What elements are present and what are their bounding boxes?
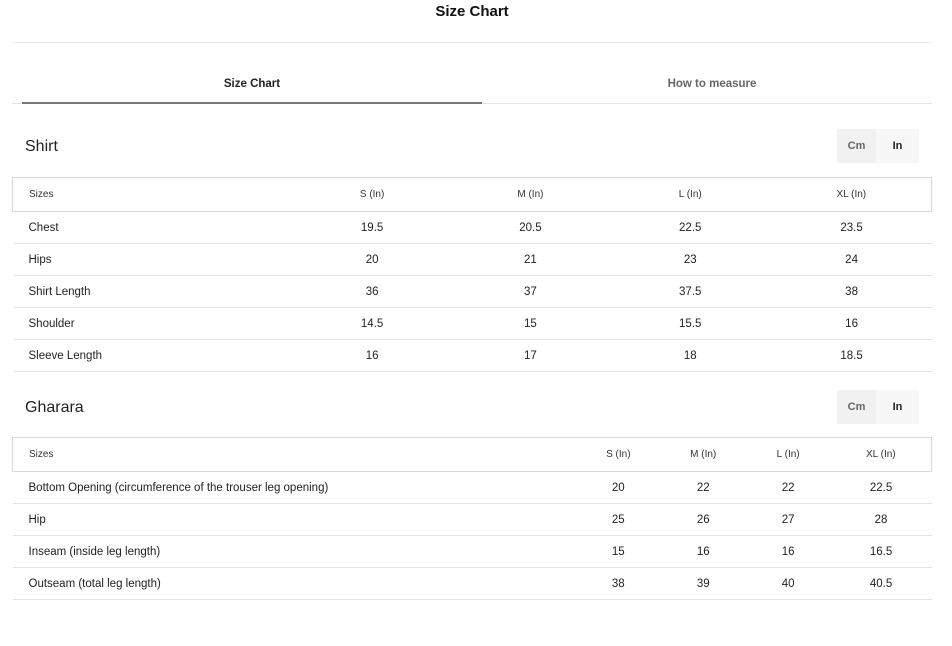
table-cell: 21: [452, 244, 609, 276]
table-cell: 37.5: [609, 276, 772, 308]
row-label: Hips: [13, 244, 293, 276]
table-header-cell: XL (In): [831, 438, 932, 472]
table-cell: 18: [609, 340, 772, 372]
table-row: [13, 308, 932, 340]
table-header-row: [13, 438, 932, 472]
table-cell: 28: [831, 504, 932, 536]
table-row: [13, 472, 932, 504]
table-cell: 26: [661, 504, 746, 536]
table-row: [13, 244, 932, 276]
table-header-cell: S (In): [576, 438, 661, 472]
table-cell: 20: [576, 472, 661, 504]
table-cell: 38: [576, 568, 661, 600]
row-label: Shoulder: [13, 308, 293, 340]
shirt-section-title: Shirt: [25, 138, 58, 155]
row-label: Inseam (inside leg length): [13, 536, 576, 568]
table-header-cell: Sizes: [13, 178, 293, 212]
table-cell: 39: [661, 568, 746, 600]
shirt-size-table: [12, 177, 932, 372]
gharara-section-title: Gharara: [25, 399, 84, 416]
shirt-unit-toggle: [837, 129, 919, 163]
header-divider: [12, 42, 932, 43]
table-cell: 18.5: [772, 340, 932, 372]
tab-how-to-measure[interactable]: How to measure: [667, 78, 757, 90]
table-cell: 14.5: [292, 308, 452, 340]
table-cell: 16: [292, 340, 452, 372]
table-cell: 23.5: [772, 212, 932, 244]
table-cell: 37: [452, 276, 609, 308]
row-label: Outseam (total leg length): [13, 568, 576, 600]
table-cell: 16: [772, 308, 932, 340]
shirt-unit-cm-button[interactable]: Cm: [847, 140, 866, 152]
table-cell: 20.5: [452, 212, 609, 244]
row-label: Shirt Length: [13, 276, 293, 308]
table-row: [13, 212, 932, 244]
row-label: Chest: [13, 212, 293, 244]
table-row: [13, 536, 932, 568]
gharara-unit-cm-button[interactable]: Cm: [847, 401, 866, 413]
table-header-cell: M (In): [452, 178, 609, 212]
table-cell: 22: [746, 472, 831, 504]
table-cell: 15: [576, 536, 661, 568]
tab-size-chart[interactable]: Size Chart: [22, 66, 482, 103]
row-label: Hip: [13, 504, 576, 536]
tab-bar: [12, 66, 932, 104]
table-header-cell: XL (In): [772, 178, 932, 212]
shirt-unit-in-button[interactable]: In: [876, 129, 919, 163]
table-cell: 15.5: [609, 308, 772, 340]
table-cell: 22: [661, 472, 746, 504]
gharara-unit-in-button[interactable]: In: [876, 390, 919, 424]
table-cell: 40: [746, 568, 831, 600]
table-row: [13, 504, 932, 536]
table-cell: 20: [292, 244, 452, 276]
table-cell: 23: [609, 244, 772, 276]
table-header-cell: Sizes: [13, 438, 576, 472]
table-cell: 16.5: [831, 536, 932, 568]
table-cell: 25: [576, 504, 661, 536]
table-header-cell: L (In): [609, 178, 772, 212]
table-header-cell: S (In): [292, 178, 452, 212]
gharara-size-table: [12, 437, 932, 600]
table-cell: 22.5: [609, 212, 772, 244]
table-header-cell: M (In): [661, 438, 746, 472]
table-header-row: [13, 178, 932, 212]
row-label: Sleeve Length: [13, 340, 293, 372]
table-cell: 17: [452, 340, 609, 372]
gharara-unit-toggle: [837, 390, 919, 424]
table-cell: 22.5: [831, 472, 932, 504]
table-cell: 15: [452, 308, 609, 340]
table-header-cell: L (In): [746, 438, 831, 472]
table-cell: 19.5: [292, 212, 452, 244]
table-row: [13, 276, 932, 308]
table-row: [13, 340, 932, 372]
table-cell: 27: [746, 504, 831, 536]
modal-title: Size Chart: [435, 3, 509, 20]
row-label: Bottom Opening (circumference of the trouser leg opening): [13, 472, 576, 504]
table-cell: 38: [772, 276, 932, 308]
table-cell: 16: [661, 536, 746, 568]
table-row: [13, 568, 932, 600]
table-cell: 16: [746, 536, 831, 568]
table-cell: 24: [772, 244, 932, 276]
table-cell: 40.5: [831, 568, 932, 600]
table-cell: 36: [292, 276, 452, 308]
